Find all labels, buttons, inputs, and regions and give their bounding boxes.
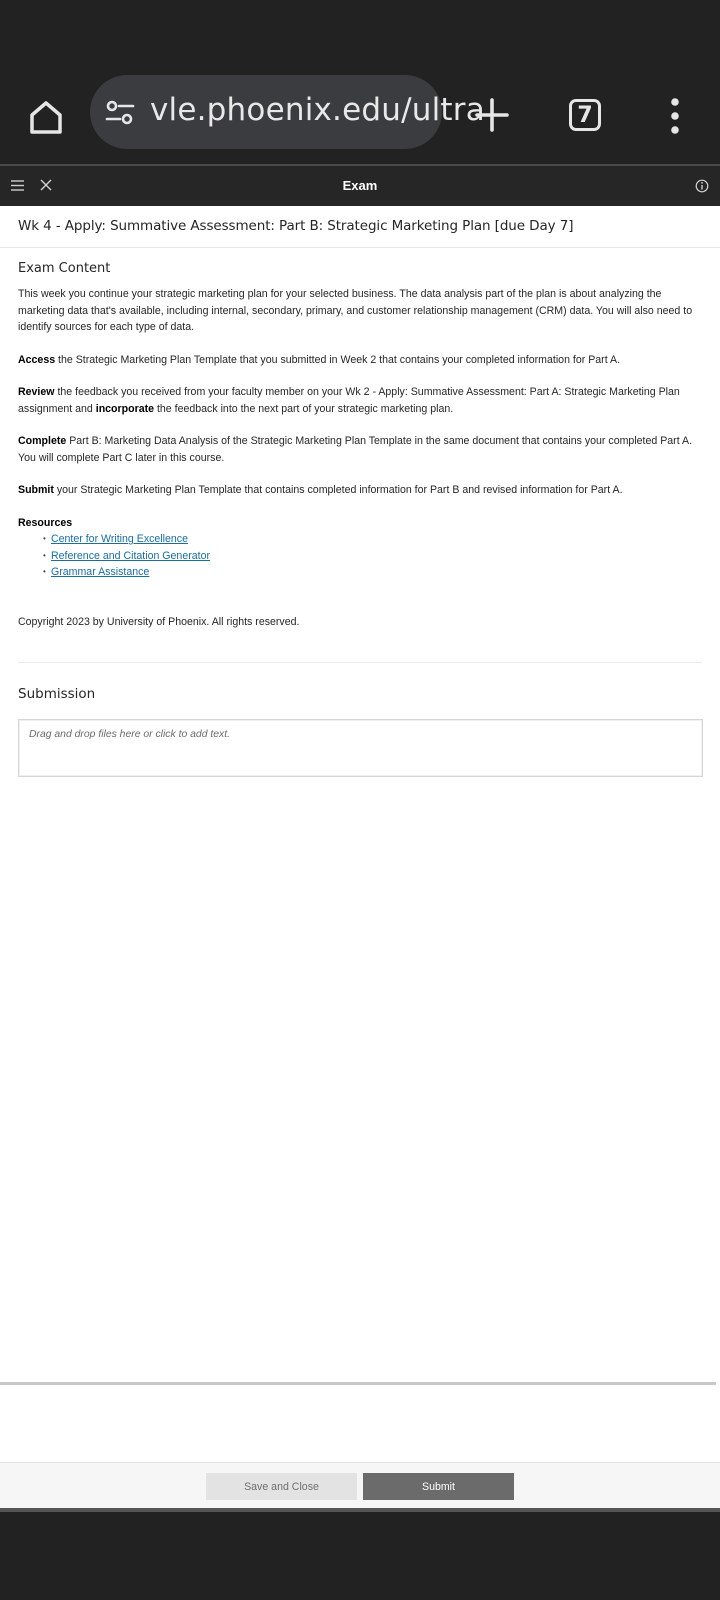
submission-heading: Submission (18, 686, 96, 702)
site-settings-icon[interactable] (104, 97, 136, 129)
review-paragraph (18, 384, 702, 417)
resource-link-citation[interactable]: Reference and Citation Generator (51, 549, 210, 562)
save-and-close-button[interactable]: Save and Close (206, 1473, 357, 1500)
footer-bar (0, 1462, 720, 1510)
page-title-bar (0, 206, 720, 248)
header-title: Exam (342, 178, 378, 193)
resource-link-writing[interactable]: Center for Writing Excellence (51, 533, 188, 545)
access-paragraph (18, 352, 702, 369)
list-item (43, 548, 702, 565)
intro-paragraph: This week you continue your strategic marketing plan for your selected business. The data analysis part of the plan is about analyzing the marketing data that's available, including internal, secondary, primary, and customer relationship management (CRM) data. You will also need to identify sources for each type of data. (18, 288, 693, 333)
bottom-divider (0, 1508, 720, 1512)
resources-list (43, 531, 702, 581)
info-icon[interactable] (695, 179, 709, 193)
submit-bold: Submit (18, 484, 54, 496)
list-item (43, 564, 702, 581)
page-title: Wk 4 - Apply: Summative Assessment: Part B: Strategic Marketing Plan [due Day 7] (18, 218, 574, 234)
bottom-rule (0, 1382, 716, 1385)
submit-text: your Strategic Marketing Plan Template that contains completed information for Part B and revised information for Part A. (53, 484, 623, 496)
status-bar (0, 0, 720, 75)
resource-link-grammar[interactable]: Grammar Assistance (51, 566, 150, 578)
complete-text: Part B: Marketing Data Analysis of the Strategic Marketing Plan Template in the same document that contains your completed Part A. You will complete Part C later in this course. (18, 435, 693, 464)
tab-count: 7 (569, 99, 601, 131)
submit-button[interactable]: Submit (363, 1473, 514, 1500)
exam-content (18, 261, 702, 630)
access-text: the Strategic Marketing Plan Template that you submitted in Week 2 that contains your completed information for Part A. (55, 353, 621, 366)
browser-toolbar (0, 75, 720, 165)
section-divider (18, 662, 702, 663)
app-header (0, 166, 720, 206)
access-bold: Access (18, 353, 56, 366)
list-item (43, 531, 702, 548)
resources-heading: Resources (18, 516, 73, 529)
review-bold: Review (18, 386, 55, 398)
exam-page (0, 206, 720, 1510)
incorporate-bold: incorporate (95, 402, 155, 415)
complete-paragraph (18, 433, 702, 466)
review-text-2: the feedback into the next part of your strategic marketing plan. (154, 402, 454, 415)
copyright-text: Copyright 2023 by University of Phoenix. All rights reserved. (18, 615, 300, 628)
submission-dropzone[interactable] (18, 719, 703, 777)
url-bar[interactable] (90, 75, 485, 149)
url-text[interactable]: vle.phoenix.edu/ultra (150, 92, 485, 128)
home-icon[interactable] (22, 93, 70, 141)
complete-bold: Complete (18, 435, 67, 447)
dropzone-placeholder: Drag and drop files here or click to add text. (29, 729, 230, 740)
new-tab-icon[interactable] (468, 91, 516, 139)
submit-paragraph (18, 482, 702, 499)
exam-content-heading: Exam Content (18, 261, 111, 276)
review-text-1: the feedback you received from your faculty member on your Wk 2 - Apply: Summative Assessment: Part A: Strategic Marketing Plan assignment and (18, 386, 680, 415)
more-menu-icon[interactable] (656, 91, 694, 141)
tab-switcher-button[interactable] (560, 90, 610, 140)
